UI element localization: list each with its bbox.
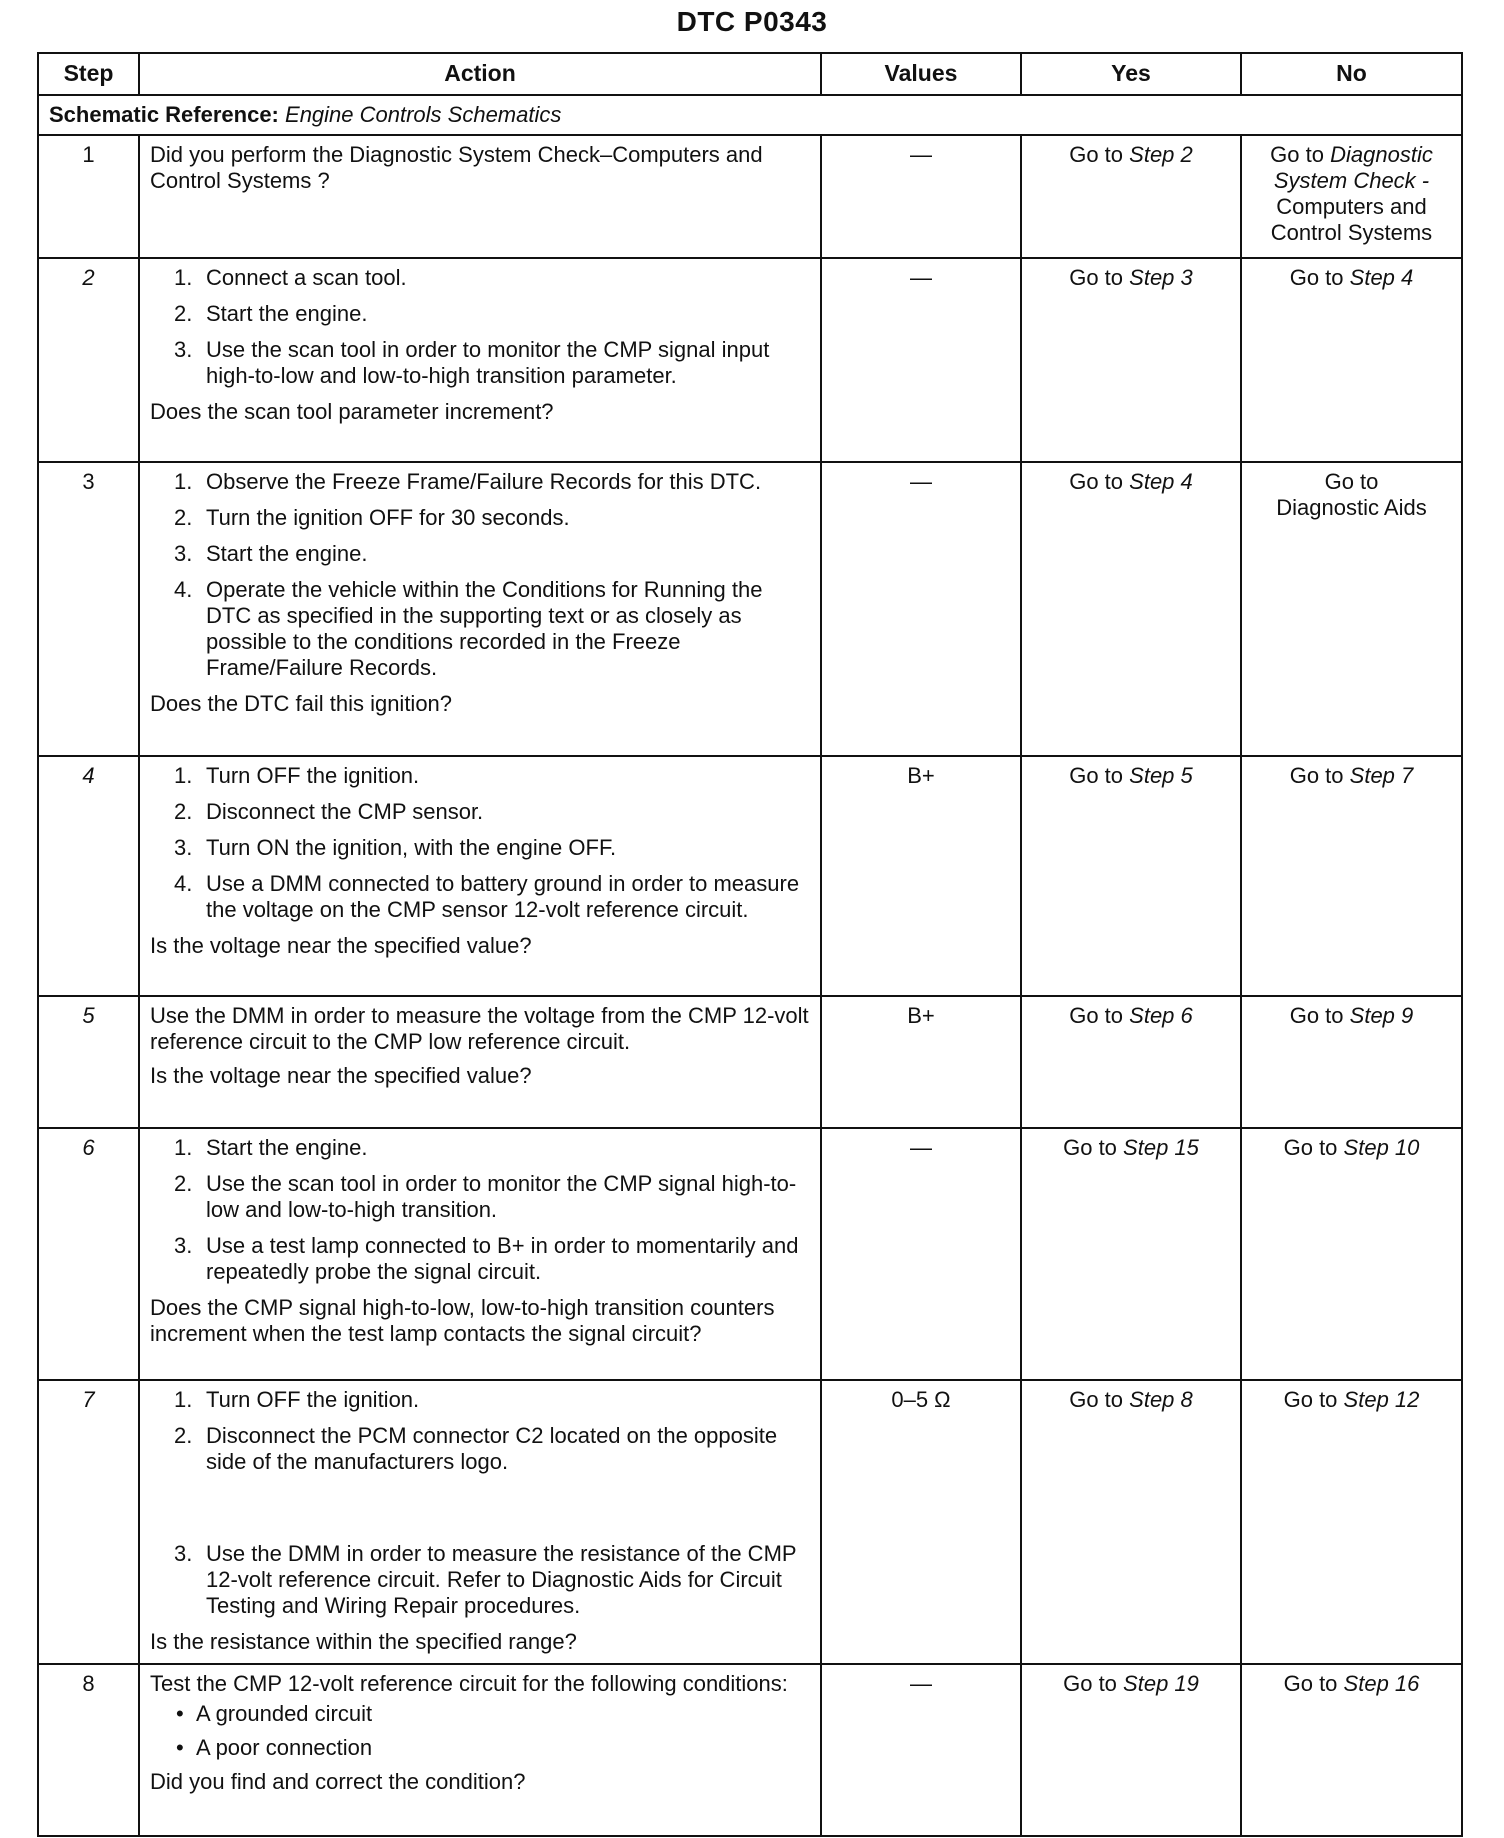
no-line-control: Control Systems: [1270, 220, 1433, 245]
no-step-link: Step 7: [1349, 763, 1414, 788]
header-values: Values: [821, 53, 1021, 95]
action-cell: [139, 1380, 821, 1664]
action-step: 1. Turn OFF the ignition.: [174, 1387, 420, 1412]
no-step-link: Step 12: [1343, 1387, 1420, 1412]
schematic-reference: [38, 95, 1462, 135]
table-row: [38, 1664, 1462, 1836]
yes-cell: Go to Step 6: [1021, 996, 1241, 1128]
action-steps: [150, 469, 810, 681]
no-link-diagnostic: Diagnostic: [1330, 142, 1433, 167]
action-step: 2. Use the scan tool in order to monitor the CMP signal high-to-low and low-to-high transition.: [174, 1171, 797, 1222]
no-cell: Go to Step 12: [1241, 1380, 1462, 1664]
value-cell: —: [821, 258, 1021, 462]
yes-step-link: Step 3: [1129, 265, 1193, 290]
table-row: [38, 462, 1462, 756]
no-cell: Go to Step 4: [1241, 258, 1462, 462]
yes-prefix: Go to: [1069, 142, 1124, 167]
action-step: 1. Observe the Freeze Frame/Failure Records for this DTC.: [174, 469, 762, 494]
action-cell: [139, 135, 821, 258]
value-cell: B+: [821, 996, 1021, 1128]
action-cell: [139, 996, 821, 1128]
no-line-computers: Computers and: [1276, 194, 1427, 219]
action-step: 1. Connect a scan tool.: [174, 265, 407, 290]
value-cell: 0–5 Ω: [821, 1380, 1021, 1664]
table-header-row: [38, 53, 1462, 95]
step-number: 1: [38, 135, 139, 258]
action-step: 4. Use a DMM connected to battery ground in order to measure the voltage on the CMP sensor 12-volt reference circuit.: [174, 871, 800, 922]
no-cell: Go to Step 9: [1241, 996, 1462, 1128]
action-cell: [139, 1128, 821, 1380]
no-step-link: Step 4: [1349, 265, 1414, 290]
no-link-diagnostic-aids: Diagnostic Aids: [1276, 495, 1427, 520]
table-row: [38, 135, 1462, 258]
no-step-link: Step 9: [1349, 1003, 1414, 1028]
schematic-label: Schematic Reference:: [49, 102, 279, 127]
action-step: 2. Disconnect the CMP sensor.: [174, 799, 484, 824]
action-question: Is the voltage near the specified value?: [150, 933, 532, 958]
action-text: Did you perform the Diagnostic System Check–Computers and Control Systems ?: [150, 142, 763, 193]
value-cell: B+: [821, 756, 1021, 996]
action-step: 2. Disconnect the PCM connector C2 located on the opposite side of the manufacturers logo.: [174, 1423, 778, 1474]
action-step: 3. Use the scan tool in order to monitor the CMP signal input high-to-low and low-to-high transition parameter.: [174, 337, 770, 388]
yes-step-link: Step 5: [1129, 763, 1193, 788]
yes-step-link: Step 4: [1129, 469, 1193, 494]
action-step: 1. Turn OFF the ignition.: [174, 763, 420, 788]
action-step: 3. Use the DMM in order to measure the resistance of the CMP 12-volt reference circuit. Refer to Diagnostic Aids for Circuit Testing and Wiring Repair procedures.: [174, 1541, 797, 1618]
yes-cell: Go to Step 4: [1021, 462, 1241, 756]
header-action: Action: [139, 53, 821, 95]
step-number: 7: [38, 1380, 139, 1664]
action-step: 4. Operate the vehicle within the Conditions for Running the DTC as specified in the supporting text or as closely as possible to the conditions recorded in the Freeze Frame/Failure Records.: [174, 577, 763, 680]
action-cell: [139, 756, 821, 996]
yes-step-link: Step 6: [1129, 1003, 1193, 1028]
action-cell: [139, 462, 821, 756]
no-cell: [1241, 135, 1462, 258]
step-number: 6: [38, 1128, 139, 1380]
yes-cell: [1021, 135, 1241, 258]
list-item: • A poor connection: [176, 1735, 373, 1760]
no-cell: Go to Step 10: [1241, 1128, 1462, 1380]
action-step: 3. Use a test lamp connected to B+ in order to momentarily and repeatedly probe the signal circuit.: [174, 1233, 799, 1284]
action-steps: [150, 1135, 810, 1285]
action-text: Test the CMP 12-volt reference circuit for the following conditions:: [150, 1671, 788, 1696]
yes-step-link: Step 19: [1123, 1671, 1199, 1696]
yes-cell: Go to Step 8: [1021, 1380, 1241, 1664]
header-step: Step: [38, 53, 139, 95]
table-row: [38, 1128, 1462, 1380]
step-number: 8: [38, 1664, 139, 1836]
action-text: Use the DMM in order to measure the voltage from the CMP 12-volt reference circuit to the CMP low reference circuit.: [150, 1003, 809, 1054]
no-prefix: Go to: [1270, 142, 1324, 167]
action-question: Is the resistance within the specified range?: [150, 1629, 577, 1654]
no-link-system-check: System Check -: [1273, 168, 1430, 193]
action-steps: [150, 763, 810, 923]
step-number: 5: [38, 996, 139, 1128]
table-row: [38, 258, 1462, 462]
list-item: • A grounded circuit: [176, 1701, 373, 1726]
schematic-ref: Engine Controls Schematics: [285, 102, 562, 127]
table-row: [38, 996, 1462, 1128]
table-row: [38, 756, 1462, 996]
no-cell: Go to Step 7: [1241, 756, 1462, 996]
yes-cell: Go to Step 3: [1021, 258, 1241, 462]
page-title: DTC P0343: [676, 6, 828, 37]
step-number: 2: [38, 258, 139, 462]
action-question: Does the DTC fail this ignition?: [150, 691, 453, 716]
no-cell: Go to Diagnostic Aids: [1241, 462, 1462, 756]
action-step: 2. Turn the ignition OFF for 30 seconds.: [174, 505, 570, 530]
table-row: [38, 1380, 1462, 1664]
yes-cell: Go to Step 5: [1021, 756, 1241, 996]
schematic-reference-row: [38, 95, 1462, 135]
action-question: Did you find and correct the condition?: [150, 1769, 526, 1794]
yes-step-link: Step 2: [1129, 142, 1193, 167]
yes-cell: Go to Step 15: [1021, 1128, 1241, 1380]
no-step-link: Step 16: [1343, 1671, 1420, 1696]
yes-step-link: Step 8: [1129, 1387, 1193, 1412]
yes-cell: Go to Step 19: [1021, 1664, 1241, 1836]
diagnostic-table: [37, 52, 1463, 1837]
action-cell: [139, 1664, 821, 1836]
header-no: No: [1241, 53, 1462, 95]
value-cell: —: [821, 135, 1021, 258]
value-cell: —: [821, 1128, 1021, 1380]
action-steps: [150, 1387, 810, 1619]
action-cell: [139, 258, 821, 462]
action-steps: [150, 265, 810, 389]
action-step: 3. Start the engine.: [174, 541, 368, 566]
action-step: 2. Start the engine.: [174, 301, 368, 326]
action-question: Does the scan tool parameter increment?: [150, 399, 554, 424]
no-step-link: Step 10: [1343, 1135, 1420, 1160]
yes-step-link: Step 15: [1123, 1135, 1199, 1160]
no-cell: Go to Step 16: [1241, 1664, 1462, 1836]
value-cell: —: [821, 462, 1021, 756]
step-number: 4: [38, 756, 139, 996]
condition-list: [150, 1701, 810, 1761]
action-question: Is the voltage near the specified value?: [150, 1063, 532, 1088]
header-yes: Yes: [1021, 53, 1241, 95]
value-cell: —: [821, 1664, 1021, 1836]
action-step: 1. Start the engine.: [174, 1135, 368, 1160]
step-number: 3: [38, 462, 139, 756]
action-question: Does the CMP signal high-to-low, low-to-high transition counters increment when the test lamp contacts the signal circuit?: [150, 1295, 775, 1346]
action-step: 3. Turn ON the ignition, with the engine OFF.: [174, 835, 617, 860]
